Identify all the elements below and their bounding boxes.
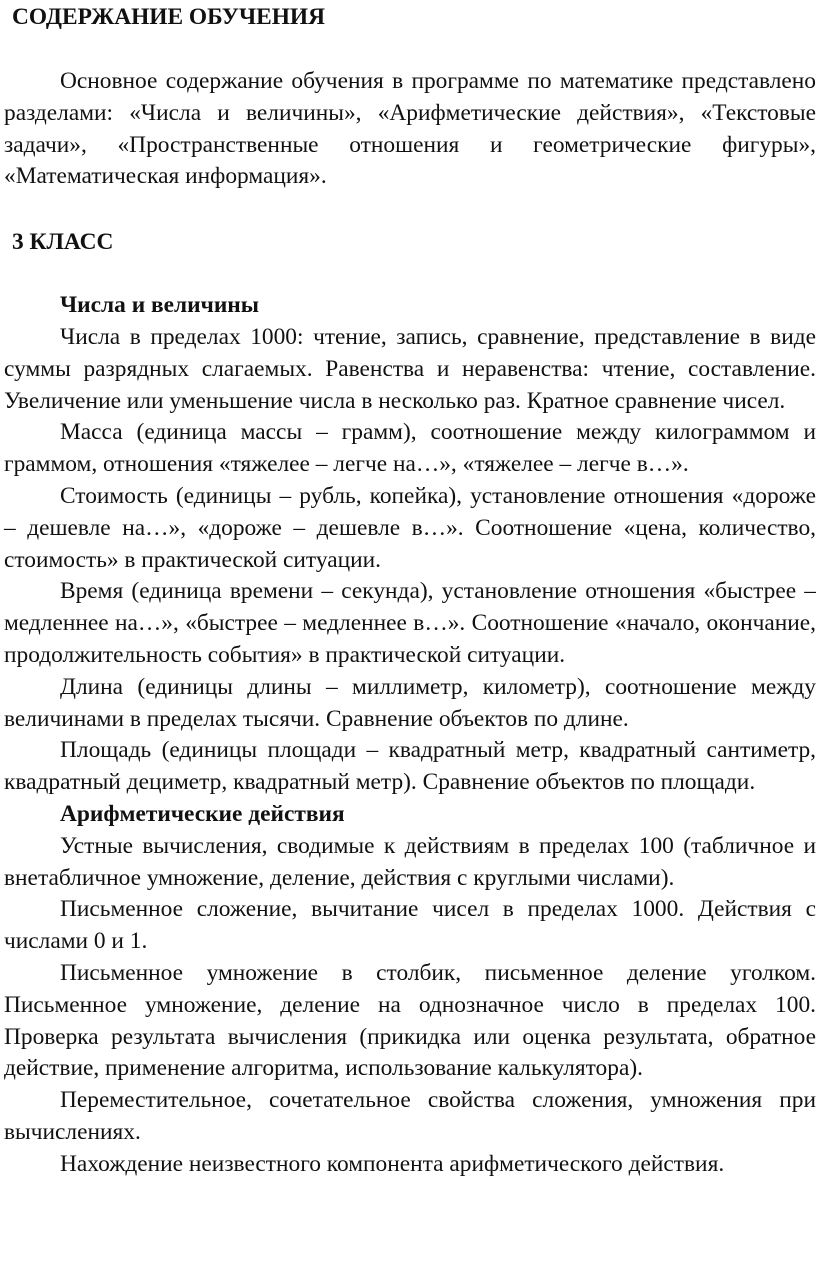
grade-heading: 3 КЛАСС (12, 229, 114, 256)
section-arithmetic-operations (4, 799, 816, 1181)
document-title: СОДЕРЖАНИЕ ОБУЧЕНИЯ (12, 4, 325, 30)
intro-paragraph: Основное содержание обучения в программе по математике представлено разделами: «Числа и величины», «Арифметические действия», «Текстовые задачи», «Пространственные отношения и геометрические фигуры», «Математическая информация». (4, 68, 816, 190)
paragraph: Устные вычисления, сводимые к действиям в пределах 100 (табличное и внетабличное умножение, деление, действия с круглыми числами). (4, 832, 816, 891)
section-numbers-and-quantities (4, 290, 816, 799)
paragraph: Числа в пределах 1000: чтение, запись, сравнение, представление в виде суммы разрядных слагаемых. Равенства и неравенства: чтение, составление. Увеличение или уменьшение числа в несколько раз. Кратное сравнение чисел. (4, 323, 816, 414)
paragraph: Длина (единицы длины – миллиметр, километр), соотношение между величинами в пределах тысячи. Сравнение объектов по длине. (4, 673, 816, 732)
paragraph: Нахождение неизвестного компонента арифметического действия. (60, 1150, 725, 1177)
paragraph: Письменное умножение в столбик, письменное деление уголком. Письменное умножение, деление на однозначное число в пределах 100. Проверка результата вычисления (прикидка или оценка результата, обратное действие, применение алгоритма, использование калькулятора). (4, 959, 816, 1082)
section-heading: Арифметические действия (60, 800, 345, 827)
paragraph: Время (единица времени – секунда), установление отношения «быстрее – медленнее на…», «быстрее – медленнее в…». Соотношение «начало, окончание, продолжительность события» в практической ситуации. (4, 578, 816, 668)
paragraph: Переместительное, сочетательное свойства сложения, умножения при вычислениях. (4, 1087, 816, 1145)
paragraph: Письменное сложение, вычитание чисел в пределах 1000. Действия с числами 0 и 1. (4, 896, 816, 955)
paragraph: Масса (единица массы – грамм), соотношение между килограммом и граммом, отношения «тяжелее – легче на…», «тяжелее – легче в…». (4, 419, 816, 478)
document-page (0, 2, 816, 1181)
paragraph: Площадь (единицы площади – квадратный метр, квадратный сантиметр, квадратный дециметр, квадратный метр). Сравнение объектов по площади. (4, 737, 816, 796)
paragraph: Стоимость (единицы – рубль, копейка), установление отношения «дороже – дешевле на…», «дороже – дешевле в…». Соотношение «цена, количество, стоимость» в практической ситуации. (4, 482, 816, 573)
section-heading: Числа и величины (60, 292, 260, 319)
